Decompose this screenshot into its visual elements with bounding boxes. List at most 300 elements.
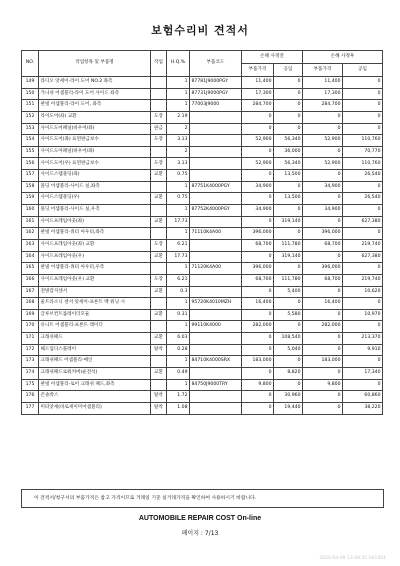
cell-after-labor: 38,220 — [343, 402, 383, 414]
cell-after-part-price: 183,000 — [303, 356, 343, 368]
cell-before-labor: 8,820 — [274, 368, 303, 380]
cell-hq: 1.72 — [167, 391, 190, 403]
page-indicator: 페이지 : 7/13 — [181, 530, 219, 537]
cell-part-name: 사이드도어(좌) 표면판금보수 — [39, 135, 151, 147]
cell-after-labor: 0 — [343, 356, 383, 368]
cell-after-part-price: 0 — [303, 193, 343, 205]
cell-no: 153 — [22, 123, 39, 135]
cell-before-labor: 0 — [274, 205, 303, 217]
cell-work: 도장 — [151, 239, 167, 251]
cell-after-part-price: 34,900 — [303, 205, 343, 217]
cell-before-labor: 0 — [274, 298, 303, 310]
cell-no: 171 — [22, 333, 39, 345]
cell-before-labor: 319,140 — [274, 251, 303, 263]
cell-part-code: 84710K4000SRX — [190, 356, 242, 368]
cell-after-labor: 0 — [343, 123, 383, 135]
cell-part-code: 99110K4000 — [190, 321, 242, 333]
cell-hq: 6.21 — [167, 274, 190, 286]
header-before-part-price: 부품가격 — [242, 64, 274, 77]
cell-part-code — [190, 368, 242, 380]
cell-before-labor: 0 — [274, 263, 303, 275]
cell-work: 교환 — [151, 286, 167, 298]
table-row — [22, 193, 383, 205]
cell-work: 도장 — [151, 274, 167, 286]
cell-work: 교환 — [151, 170, 167, 182]
cell-before-part-price: 16,400 — [242, 298, 274, 310]
footer-brand: AUTOMOBILE REPAIR COST On-line — [138, 515, 262, 522]
cell-before-part-price: 0 — [242, 170, 274, 182]
cell-work — [151, 77, 167, 89]
table-row — [22, 286, 383, 298]
cell-before-labor: 0 — [274, 181, 303, 193]
table-row — [22, 146, 383, 158]
cell-hq: 1 — [167, 100, 190, 112]
document-title: 보험수리비 견적서 — [151, 24, 249, 37]
cell-after-part-price: 0 — [303, 146, 343, 158]
cell-part-code — [190, 333, 242, 345]
cell-hq: 1 — [167, 356, 190, 368]
cell-work: 교환 — [151, 251, 167, 263]
cell-after-labor: 9,910 — [343, 344, 383, 356]
cell-part-name: 몰딩 어셈블리-사이드 실,우측 — [39, 205, 151, 217]
cell-no: 161 — [22, 216, 39, 228]
cell-work — [151, 228, 167, 240]
table-row — [22, 368, 383, 380]
header-part-code: 부품코드 — [190, 51, 242, 77]
cell-after-labor: 17,340 — [343, 368, 383, 380]
cell-before-part-price: 34,900 — [242, 205, 274, 217]
cell-hq: 1 — [167, 379, 190, 391]
cell-part-code — [190, 402, 242, 414]
cell-after-labor: 0 — [343, 298, 383, 310]
cell-work — [151, 321, 167, 333]
cell-part-name: 미터앗세(바로세이미어셈블리) — [39, 402, 151, 414]
cell-hq: 1 — [167, 181, 190, 193]
cell-part-name: 사이드프레임아웃(우) — [39, 251, 151, 263]
cell-after-part-price: 0 — [303, 333, 343, 345]
cell-work: 도장 — [151, 135, 167, 147]
cell-no: 164 — [22, 251, 39, 263]
cell-hq: 2.19 — [167, 111, 190, 123]
table-row — [22, 391, 383, 403]
cell-work — [151, 146, 167, 158]
cell-after-labor: 0 — [343, 379, 383, 391]
cell-after-labor: 26,540 — [343, 170, 383, 182]
cell-before-part-price: 0 — [242, 123, 274, 135]
cell-no: 170 — [22, 321, 39, 333]
cell-work — [151, 100, 167, 112]
cell-hq: 1 — [167, 205, 190, 217]
cell-hq: 3.13 — [167, 158, 190, 170]
cell-before-labor: 0 — [274, 321, 303, 333]
cell-part-code — [190, 146, 242, 158]
cell-after-labor: 0 — [343, 263, 383, 275]
cell-hq: 0.31 — [167, 309, 190, 321]
cell-after-part-price: 396,000 — [303, 263, 343, 275]
cell-after-labor: 0 — [343, 111, 383, 123]
cell-work: 도장 — [151, 158, 167, 170]
cell-part-name: 글루브컨트롤레이더모듈 — [39, 309, 151, 321]
cell-part-name: 사이드도어패널(바우어/좌) — [39, 146, 151, 158]
cell-part-name: 사이드프레임아웃(좌) — [39, 216, 151, 228]
cell-no: 160 — [22, 205, 39, 217]
cell-no: 173 — [22, 356, 39, 368]
cell-hq: 2 — [167, 146, 190, 158]
cell-hq: 1 — [167, 77, 190, 89]
cell-hq: 0.3 — [167, 286, 190, 298]
cell-after-part-price: 0 — [303, 216, 343, 228]
cell-after-labor: 0 — [343, 181, 383, 193]
cell-before-part-price: 68,700 — [242, 239, 274, 251]
cell-work: 탈착 — [151, 402, 167, 414]
cell-no: 154 — [22, 135, 39, 147]
cell-part-name: 사이드도어(우) 표면판금보수 — [39, 158, 151, 170]
cell-after-labor: 10,620 — [343, 286, 383, 298]
cell-part-code — [190, 251, 242, 263]
cell-part-name: 사이드스텝몰딩(좌) — [39, 170, 151, 182]
table-row — [22, 402, 383, 414]
cell-before-part-price: 34,900 — [242, 181, 274, 193]
cell-work: 교환 — [151, 368, 167, 380]
cell-before-part-price: 0 — [242, 216, 274, 228]
header-before-labor: 공임 — [274, 64, 303, 77]
cell-before-labor: 30,960 — [274, 391, 303, 403]
cell-after-part-price: 0 — [303, 309, 343, 321]
cell-after-labor: 219,740 — [343, 274, 383, 286]
cell-part-code — [190, 170, 242, 182]
header-hq: H.Q.% — [167, 51, 190, 77]
cell-part-name: 유니트 어셈블리-프론트 레이더 — [39, 321, 151, 333]
cell-after-labor: 110,760 — [343, 158, 383, 170]
header-part-name: 작업항목 및 부품명 — [39, 51, 151, 77]
cell-before-labor: 111,780 — [274, 274, 303, 286]
table-body — [22, 77, 383, 415]
cell-before-labor: 0 — [274, 111, 303, 123]
cell-hq: 1.08 — [167, 402, 190, 414]
cell-part-code: 71110K4A00 — [190, 228, 242, 240]
cell-part-code: 77003J9000 — [190, 100, 242, 112]
cell-part-name: 판넬 어셈블리-쿼터 아우터,좌측 — [39, 228, 151, 240]
cell-work: 교환 — [151, 333, 167, 345]
cell-before-part-price: 0 — [242, 309, 274, 321]
table-row — [22, 123, 383, 135]
cell-part-code — [190, 274, 242, 286]
cell-part-name: 사이드도어패널(바우어/좌) — [39, 123, 151, 135]
cell-no: 165 — [22, 263, 39, 275]
cell-no: 167 — [22, 286, 39, 298]
cell-before-labor: 5,040 — [274, 344, 303, 356]
cell-before-part-price: 0 — [242, 368, 274, 380]
cell-work: 교환 — [151, 193, 167, 205]
estimate-table — [21, 50, 383, 415]
cell-hq: 6.21 — [167, 239, 190, 251]
table-row — [22, 170, 383, 182]
cell-hq: 1 — [167, 88, 190, 100]
cell-part-name: 판넬 어셈블리-로어 크래쉬 패드,좌측 — [39, 379, 151, 391]
cell-after-part-price: 396,000 — [303, 228, 343, 240]
cell-no: 169 — [22, 309, 39, 321]
cell-before-labor: 19,440 — [274, 402, 303, 414]
cell-no: 158 — [22, 181, 39, 193]
cell-before-part-price: 396,000 — [242, 263, 274, 275]
cell-before-part-price: 68,700 — [242, 274, 274, 286]
cell-after-labor: 0 — [343, 100, 383, 112]
cell-part-code — [190, 123, 242, 135]
cell-hq: 0.75 — [167, 170, 190, 182]
cell-part-name: 울트라소닉 센서 앗세이-프론트 백 워닝 시 — [39, 298, 151, 310]
header-after-part-price: 부품가격 — [303, 64, 343, 77]
header-after-assessment: 손해 사정후 — [303, 51, 383, 64]
table-row — [22, 251, 383, 263]
cell-work: 교환 — [151, 309, 167, 321]
cell-work — [151, 298, 167, 310]
cell-before-labor: 0 — [274, 228, 303, 240]
cell-part-name: 라디오 앗세이-라이 도어 NO.2 좌측 — [39, 77, 151, 89]
cell-work — [151, 263, 167, 275]
cell-before-labor: 111,780 — [274, 239, 303, 251]
cell-before-labor: 5,580 — [274, 309, 303, 321]
cell-no: 172 — [22, 344, 39, 356]
cell-hq: 0.75 — [167, 193, 190, 205]
cell-hq: 0.49 — [167, 368, 190, 380]
cell-after-part-price: 52,900 — [303, 135, 343, 147]
cell-part-name: 콘솔박스 — [39, 391, 151, 403]
cell-before-part-price: 284,700 — [242, 100, 274, 112]
cell-after-labor: 26,540 — [343, 193, 383, 205]
cell-part-name: 판넬 어셈블리-쿼터 아우터,우측 — [39, 263, 151, 275]
cell-before-part-price: 0 — [242, 344, 274, 356]
cell-before-part-price: 11,400 — [242, 77, 274, 89]
cell-before-part-price: 52,900 — [242, 158, 274, 170]
cell-no: 156 — [22, 158, 39, 170]
cell-before-part-price: 0 — [242, 391, 274, 403]
cell-part-name: 라이도어(좌) 교환 — [39, 111, 151, 123]
cell-after-part-price: 0 — [303, 251, 343, 263]
cell-part-code — [190, 286, 242, 298]
cell-work — [151, 205, 167, 217]
cell-no: 150 — [22, 88, 39, 100]
cell-no: 168 — [22, 298, 39, 310]
cell-after-part-price: 0 — [303, 368, 343, 380]
table-header — [22, 51, 383, 77]
cell-before-labor: 56,340 — [274, 158, 303, 170]
cell-after-labor: 0 — [343, 321, 383, 333]
cell-work — [151, 356, 167, 368]
cell-part-code — [190, 216, 242, 228]
cell-no: 159 — [22, 193, 39, 205]
cell-before-labor: 13,500 — [274, 193, 303, 205]
cell-after-labor: 0 — [343, 205, 383, 217]
cell-hq: 17.73 — [167, 216, 190, 228]
cell-before-labor: 13,500 — [274, 170, 303, 182]
cell-work: 탈착 — [151, 391, 167, 403]
cell-no: 175 — [22, 379, 39, 391]
table-row — [22, 216, 383, 228]
cell-before-part-price: 17,300 — [242, 88, 274, 100]
table-row — [22, 205, 383, 217]
cell-after-labor: 627,380 — [343, 216, 383, 228]
cell-before-labor: 0 — [274, 77, 303, 89]
cell-no: 166 — [22, 274, 39, 286]
cell-part-code — [190, 111, 242, 123]
cell-work — [151, 88, 167, 100]
cell-after-part-price: 9,800 — [303, 379, 343, 391]
cell-part-code: 95720K4010MZH — [190, 298, 242, 310]
table-row — [22, 356, 383, 368]
cell-before-labor: 319,140 — [274, 216, 303, 228]
cell-before-labor: 0 — [274, 123, 303, 135]
table-row — [22, 333, 383, 345]
cell-after-labor: 0 — [343, 88, 383, 100]
cell-before-part-price: 0 — [242, 286, 274, 298]
cell-after-labor: 219,740 — [343, 239, 383, 251]
cell-hq: 1 — [167, 321, 190, 333]
cell-part-name: 사이드프레임아웃(좌) 교환 — [39, 239, 151, 251]
cell-hq: 1 — [167, 298, 190, 310]
cell-part-code — [190, 135, 242, 147]
table-row — [22, 111, 383, 123]
cell-no: 151 — [22, 100, 39, 112]
table-row — [22, 88, 383, 100]
table-row — [22, 135, 383, 147]
cell-after-part-price: 0 — [303, 123, 343, 135]
cell-hq: 3.13 — [167, 135, 190, 147]
cell-before-part-price: 0 — [242, 146, 274, 158]
cell-no: 177 — [22, 402, 39, 414]
cell-part-name: 크래쉬패드 어셈블리-메인 — [39, 356, 151, 368]
cell-before-labor: 5,400 — [274, 286, 303, 298]
cell-part-code — [190, 344, 242, 356]
cell-before-part-price: 183,000 — [242, 356, 274, 368]
cell-after-part-price: 282,000 — [303, 321, 343, 333]
cell-part-name: 판넬 어셈블리-라이 도어, 좌측 — [39, 100, 151, 112]
cell-no: 155 — [22, 146, 39, 158]
cell-hq: 6.03 — [167, 333, 190, 345]
cell-after-part-price: 11,400 — [303, 77, 343, 89]
cell-hq: 1 — [167, 228, 190, 240]
table-row — [22, 274, 383, 286]
cell-part-code: 87731J9000PGY — [190, 88, 242, 100]
cell-after-part-price: 34,900 — [303, 181, 343, 193]
cell-part-name: 가니쉬 어셈블리-라이 도어 사이드 좌측 — [39, 88, 151, 100]
table-row — [22, 181, 383, 193]
table-row — [22, 77, 383, 89]
cell-after-part-price: 0 — [303, 170, 343, 182]
table-row — [22, 239, 383, 251]
cell-no: 149 — [22, 77, 39, 89]
cell-part-code — [190, 158, 242, 170]
header-work: 작업 — [151, 51, 167, 77]
header-after-labor: 공임 — [343, 64, 383, 77]
table-row — [22, 263, 383, 275]
cell-part-code: 87781J9000PGY — [190, 77, 242, 89]
cell-after-labor: 0 — [343, 228, 383, 240]
cell-part-code — [190, 193, 242, 205]
cell-part-code: 84750J9000TRY — [190, 379, 242, 391]
cell-before-part-price: 9,800 — [242, 379, 274, 391]
cell-before-part-price: 396,000 — [242, 228, 274, 240]
cell-work: 교환 — [151, 216, 167, 228]
cell-after-labor: 627,380 — [343, 251, 383, 263]
cell-before-part-price: 0 — [242, 251, 274, 263]
cell-before-part-price: 0 — [242, 333, 274, 345]
cell-after-labor: 110,760 — [343, 135, 383, 147]
cell-hq: 17.73 — [167, 251, 190, 263]
cell-part-name: 몰딩 어셈블리-사이드 실,좌측 — [39, 181, 151, 193]
cell-before-labor: 0 — [274, 100, 303, 112]
cell-hq: 2 — [167, 123, 190, 135]
cell-before-labor: 0 — [274, 379, 303, 391]
cell-before-part-price: 282,000 — [242, 321, 274, 333]
cell-work — [151, 181, 167, 193]
table-row — [22, 309, 383, 321]
cell-after-part-price: 0 — [303, 111, 343, 123]
cell-work: 도장 — [151, 111, 167, 123]
cell-after-part-price: 0 — [303, 344, 343, 356]
cell-before-labor: 56,340 — [274, 135, 303, 147]
cell-after-part-price: 0 — [303, 286, 343, 298]
cell-part-code — [190, 309, 242, 321]
cell-part-name: 헤드업디스플레이 — [39, 344, 151, 356]
table-row — [22, 228, 383, 240]
cell-after-part-price: 16,400 — [303, 298, 343, 310]
print-timestamp: 2020-04-09 13:48:45 A01001 — [319, 556, 386, 561]
cell-part-name: 전방감지센서 — [39, 286, 151, 298]
cell-part-name: 사이드스텝몰딩(우) — [39, 193, 151, 205]
table-row — [22, 298, 383, 310]
cell-part-code: 71120K4A00 — [190, 263, 242, 275]
table-row — [22, 379, 383, 391]
cell-after-labor: 213,370 — [343, 333, 383, 345]
cell-after-labor: 10,970 — [343, 309, 383, 321]
cell-after-part-price: 68,700 — [303, 274, 343, 286]
cell-no: 162 — [22, 228, 39, 240]
table-row — [22, 321, 383, 333]
header-before-assessment: 손해 사정전 — [242, 51, 303, 64]
table-row — [22, 158, 383, 170]
cell-before-part-price: 52,900 — [242, 135, 274, 147]
cell-after-part-price: 284,700 — [303, 100, 343, 112]
cell-after-part-price: 68,700 — [303, 239, 343, 251]
cell-before-part-price: 0 — [242, 111, 274, 123]
cell-part-code: 87752K4000PGY — [190, 205, 242, 217]
cell-work: 탈착 — [151, 344, 167, 356]
cell-no: 176 — [22, 391, 39, 403]
cell-after-part-price: 17,300 — [303, 88, 343, 100]
cell-before-labor: 36,000 — [274, 146, 303, 158]
cell-part-code — [190, 239, 242, 251]
cell-hq: 0.28 — [167, 344, 190, 356]
cell-before-part-price: 0 — [242, 402, 274, 414]
cell-after-labor: 70,770 — [343, 146, 383, 158]
cell-work: 판금 — [151, 123, 167, 135]
cell-no: 152 — [22, 111, 39, 123]
cell-part-name: 크래쉬패드 — [39, 333, 151, 345]
cell-part-name: 사이드프레임아웃(우) 교환 — [39, 274, 151, 286]
header-no: NO. — [22, 51, 39, 77]
cell-after-part-price: 52,900 — [303, 158, 343, 170]
cell-after-labor: 60,860 — [343, 391, 383, 403]
table-row — [22, 100, 383, 112]
cell-no: 174 — [22, 368, 39, 380]
cell-work — [151, 379, 167, 391]
cell-before-labor: 0 — [274, 356, 303, 368]
cell-no: 157 — [22, 170, 39, 182]
cell-hq: 1 — [167, 263, 190, 275]
cell-part-code — [190, 391, 242, 403]
cell-part-code: 87751K4000PGY — [190, 181, 242, 193]
cell-after-part-price: 0 — [303, 391, 343, 403]
